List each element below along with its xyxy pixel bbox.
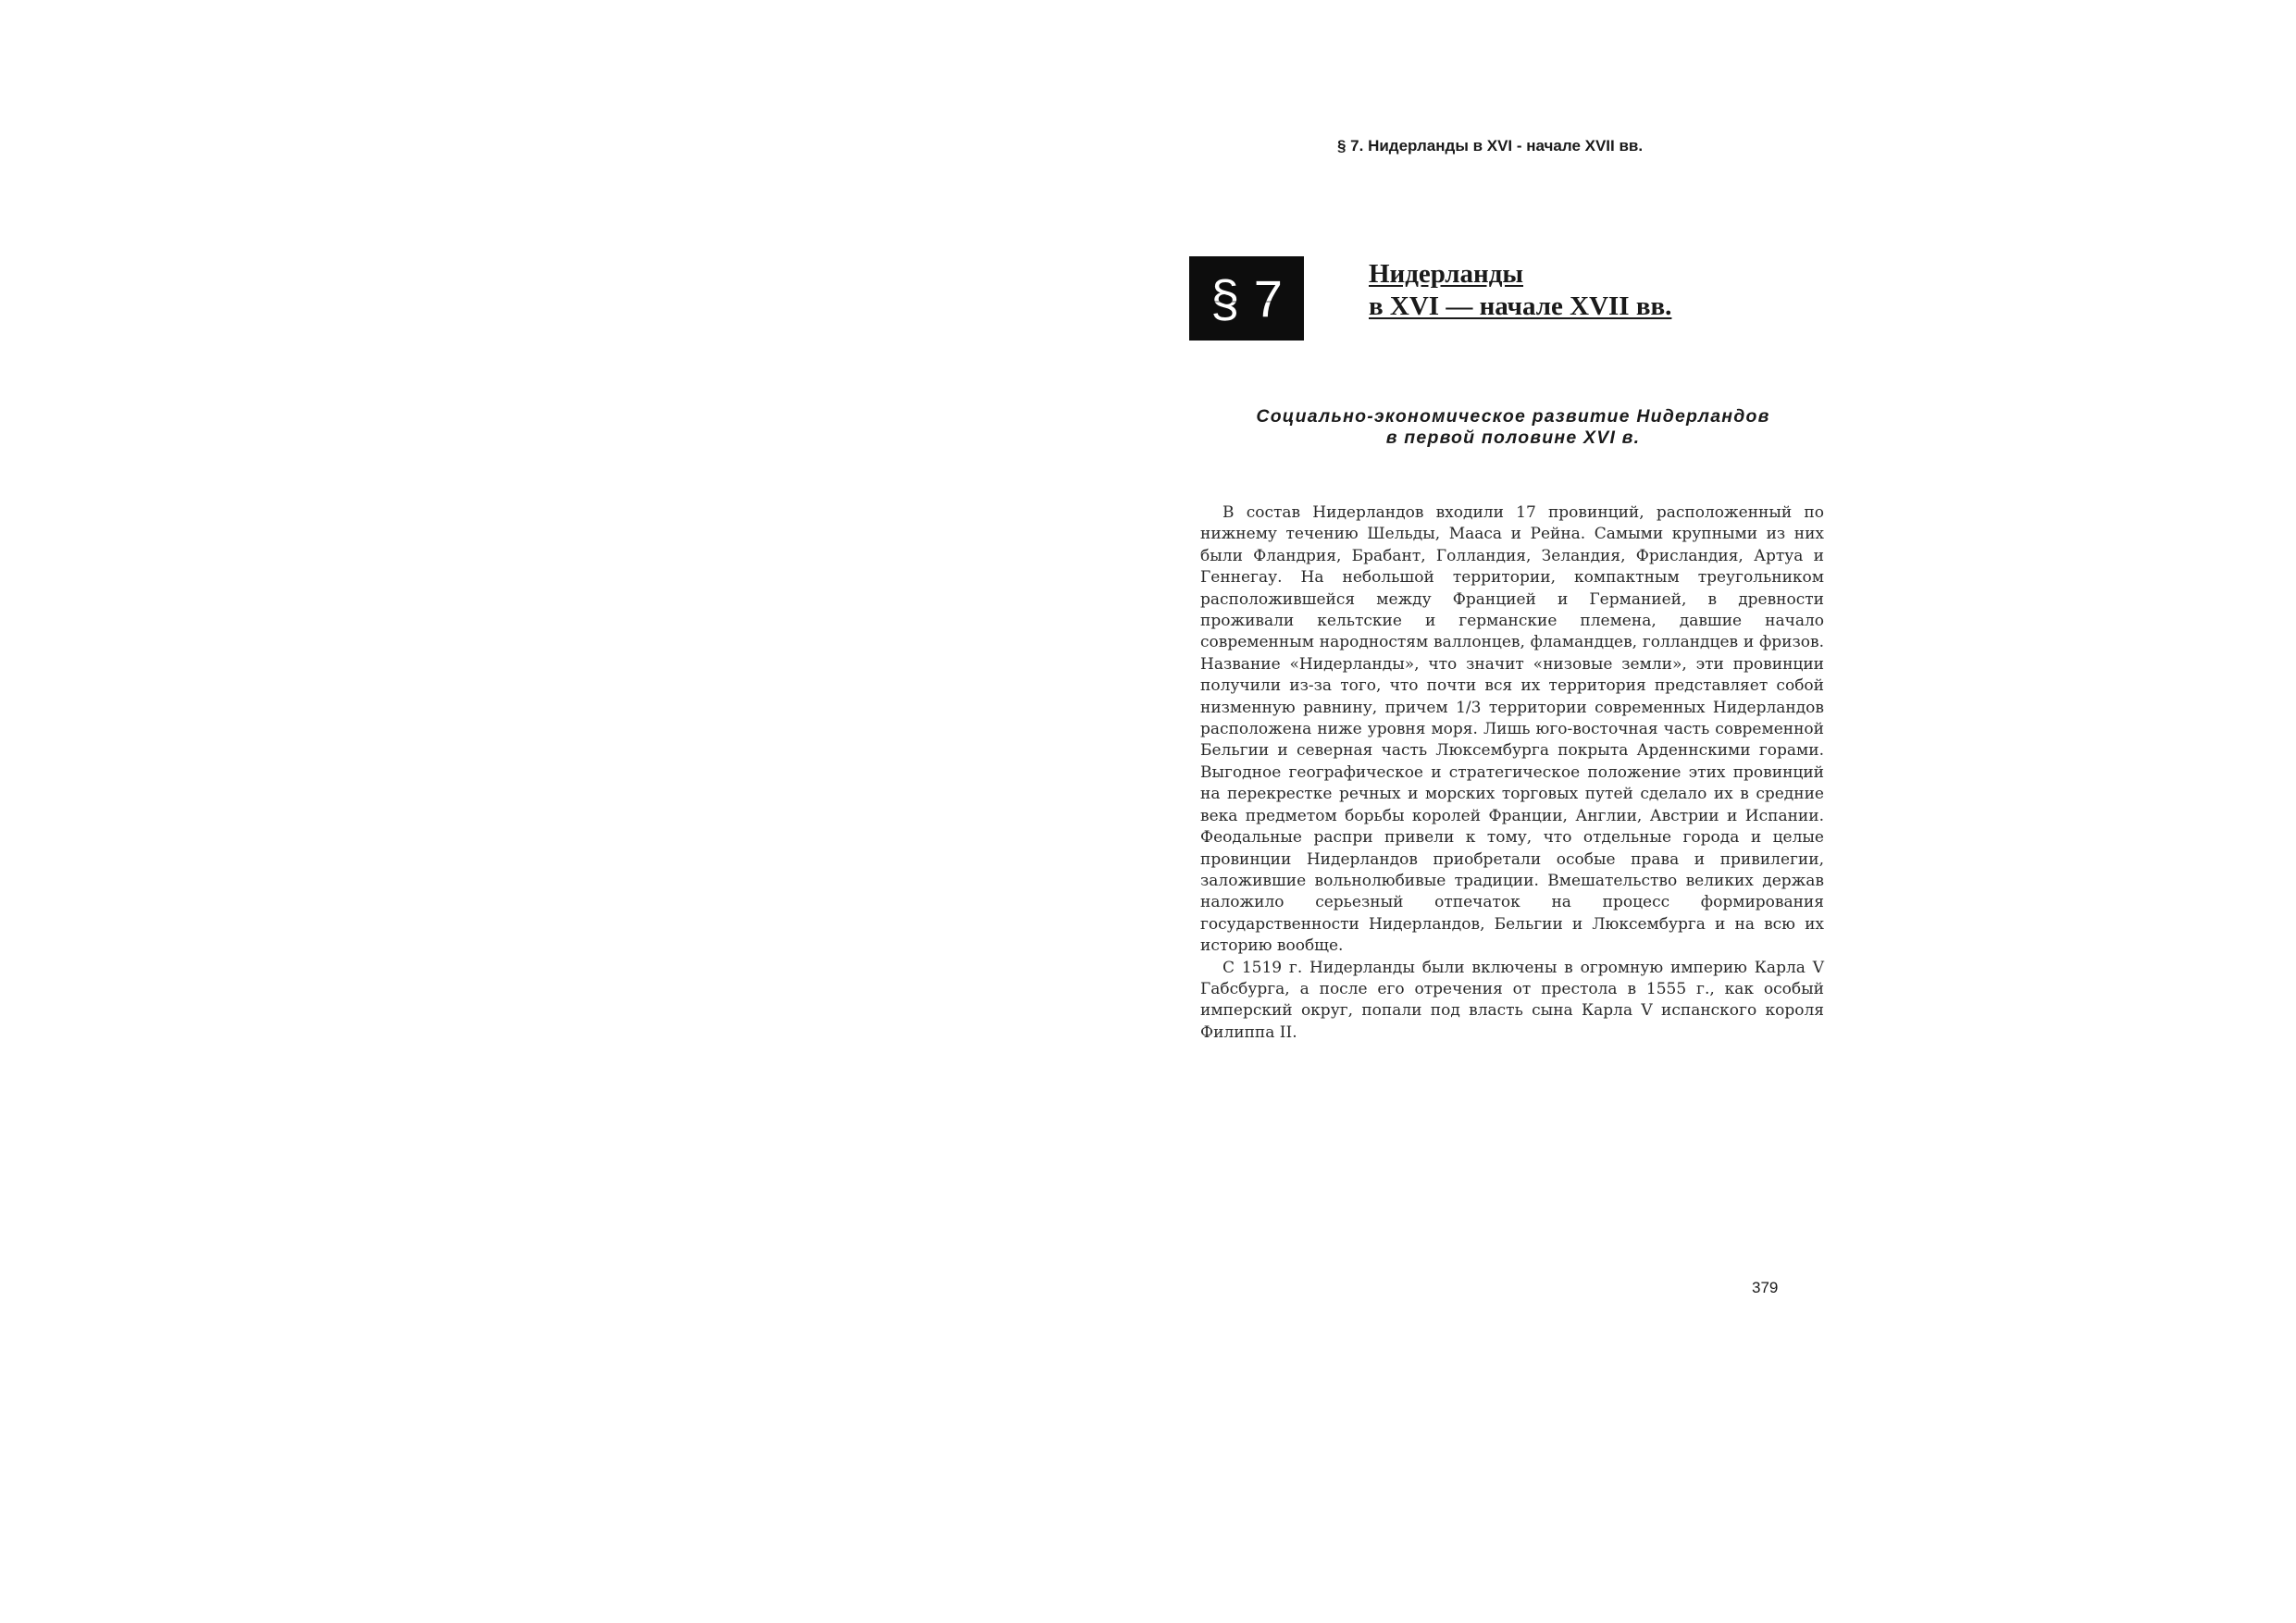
chapter-title-line-1: Нидерланды: [1369, 259, 1524, 289]
section-number-box: § 7: [1189, 256, 1304, 341]
subsection-title-line-1: Социально-экономическое развитие Нидерландов: [1256, 406, 1770, 427]
subsection-title-line-2: в первой половине XVI в.: [1385, 427, 1641, 448]
chapter-title-line-2: в XVI — начале XVII вв.: [1369, 291, 1672, 321]
paragraph-1: В состав Нидерландов входили 17 провинций, расположенный по нижнему течению Шельды, Мааса и Рейна. Самыми крупными из них были Фландрия, Брабант, Голландия, Зеландия, Фрисландия, Артуа и Геннегау. На небольшой территории, компактным треугольником расположившейся между Францией и Германией, в древности проживали кельтские и германские племена, давшие начало современным народностям валлонцев, фламандцев, голландцев и фризов. Название «Нидерланды», что значит «низовые земли», эти провинции получили из-за того, что почти вся их территория представляет собой низменную равнину, причем 1/3 территории современных Нидерландов расположена ниже уровня моря. Лишь юго-восточная часть современной Бельгии и северная часть Люксембурга покрыта Арденнскими горами. Выгодное географическое и стратегическое положение этих провинций на перекрестке речных и морских торговых путей сделало их в средние века предметом борьбы королей Франции, Англии, Австрии и Испании. Феодальные распри привели к тому, что отдельные города и целые провинции Нидерландов приобретали особые права и привилегии, заложившие вольнолюбивые традиции. Вмешательство великих держав наложило серьезный отпечаток на процесс формирования государственности Нидерландов, Бельгии и Люксембурга и на всю их историю вообще.: [1200, 503, 1824, 956]
running-header: § 7. Нидерланды в XVI - начале XVII вв.: [1337, 137, 1644, 155]
page-number: 379: [1752, 1279, 1779, 1296]
body-text: [1200, 502, 1824, 1044]
chapter-title: [1369, 258, 1785, 323]
paragraph-2: С 1519 г. Нидерланды были включены в огромную империю Карла V Габсбурга, а после его отречения от престола в 1555 г., как особый имперский округ, попали под власть сына Карла V испанского короля Филиппа II.: [1200, 958, 1824, 1042]
subsection-title: [1200, 406, 1826, 449]
